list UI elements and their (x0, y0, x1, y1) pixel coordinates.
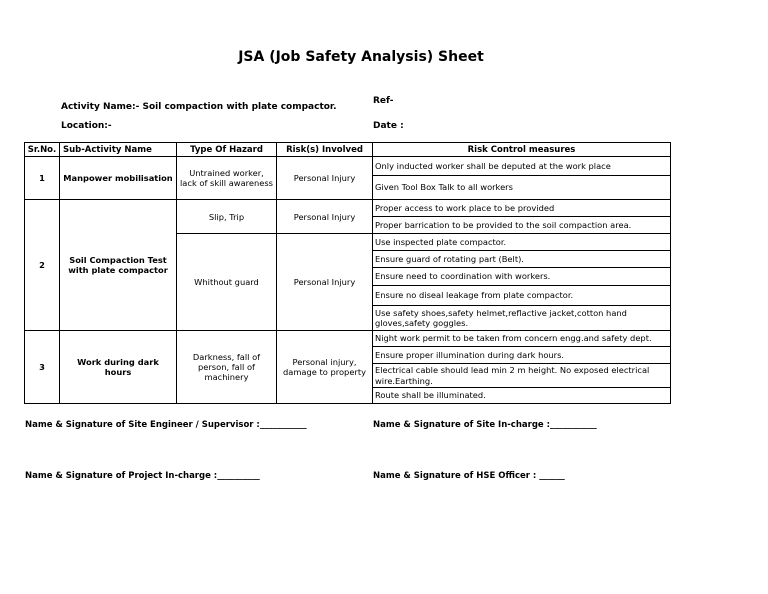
date-label: Date : (373, 121, 404, 131)
control-measure: Ensure guard of rotating part (Belt). (373, 251, 671, 268)
col-header-hazard: Type Of Hazard (177, 143, 277, 157)
ref-label: Ref- (373, 96, 394, 106)
risk-involved: Personal injury, damage to property (277, 331, 373, 404)
table-header-row (25, 143, 671, 157)
hazard-type: Whithout guard (177, 234, 277, 331)
jsa-table (24, 142, 671, 404)
control-measure: Night work permit to be taken from concern engg.and safety dept. (373, 331, 671, 347)
control-measure: Given Tool Box Talk to all workers (373, 176, 671, 200)
sub-activity-name: Manpower mobilisation (60, 157, 177, 200)
control-measure: Only inducted worker shall be deputed at the work place (373, 157, 671, 176)
control-measure: Use safety shoes,safety helmet,reflactive jacket,cotton hand gloves,safety goggles. (373, 306, 671, 331)
hazard-type: Darkness, fall of person, fall of machinery (177, 331, 277, 404)
project-incharge-signature: Name & Signature of Project In-charge :__________ (25, 471, 260, 481)
activity-name: Activity Name:- Soil compaction with plate compactor. (61, 102, 337, 112)
col-header-control-measures: Risk Control measures (373, 143, 671, 157)
hazard-type: Slip, Trip (177, 200, 277, 234)
control-measure: Proper barrication to be provided to the soil compaction area. (373, 217, 671, 234)
control-measure: Use inspected plate compactor. (373, 234, 671, 251)
control-measure: Ensure need to coordination with workers. (373, 268, 671, 286)
hse-officer-signature: Name & Signature of HSE Officer : ______ (373, 471, 565, 481)
control-measure: Ensure no diseal leakage from plate compactor. (373, 286, 671, 306)
control-measure: Proper access to work place to be provided (373, 200, 671, 217)
risk-involved: Personal Injury (277, 157, 373, 200)
site-incharge-signature: Name & Signature of Site In-charge :___________ (373, 420, 597, 430)
control-measure: Electrical cable should lead min 2 m height. No exposed electrical wire.Earthing. (373, 364, 671, 388)
sr-no: 2 (25, 200, 60, 331)
sr-no: 1 (25, 157, 60, 200)
col-header-risk: Risk(s) Involved (277, 143, 373, 157)
sub-activity-name: Work during dark hours (60, 331, 177, 404)
sr-no: 3 (25, 331, 60, 404)
location-label: Location:- (61, 121, 112, 131)
page-title: JSA (Job Safety Analysis) Sheet (238, 49, 484, 65)
risk-involved: Personal Injury (277, 200, 373, 234)
hazard-type: Untrained worker, lack of skill awareness (177, 157, 277, 200)
col-header-sr-no: Sr.No. (25, 143, 60, 157)
table-row (25, 331, 671, 347)
sub-activity-name: Soil Compaction Test with plate compactor (60, 200, 177, 331)
table-row (25, 157, 671, 176)
site-engineer-signature: Name & Signature of Site Engineer / Supervisor :___________ (25, 420, 307, 430)
risk-involved: Personal Injury (277, 234, 373, 331)
control-measure: Ensure proper illumination during dark hours. (373, 347, 671, 364)
table-row (25, 200, 671, 217)
control-measure: Route shall be illuminated. (373, 388, 671, 404)
col-header-sub-activity: Sub-Activity Name (60, 143, 177, 157)
